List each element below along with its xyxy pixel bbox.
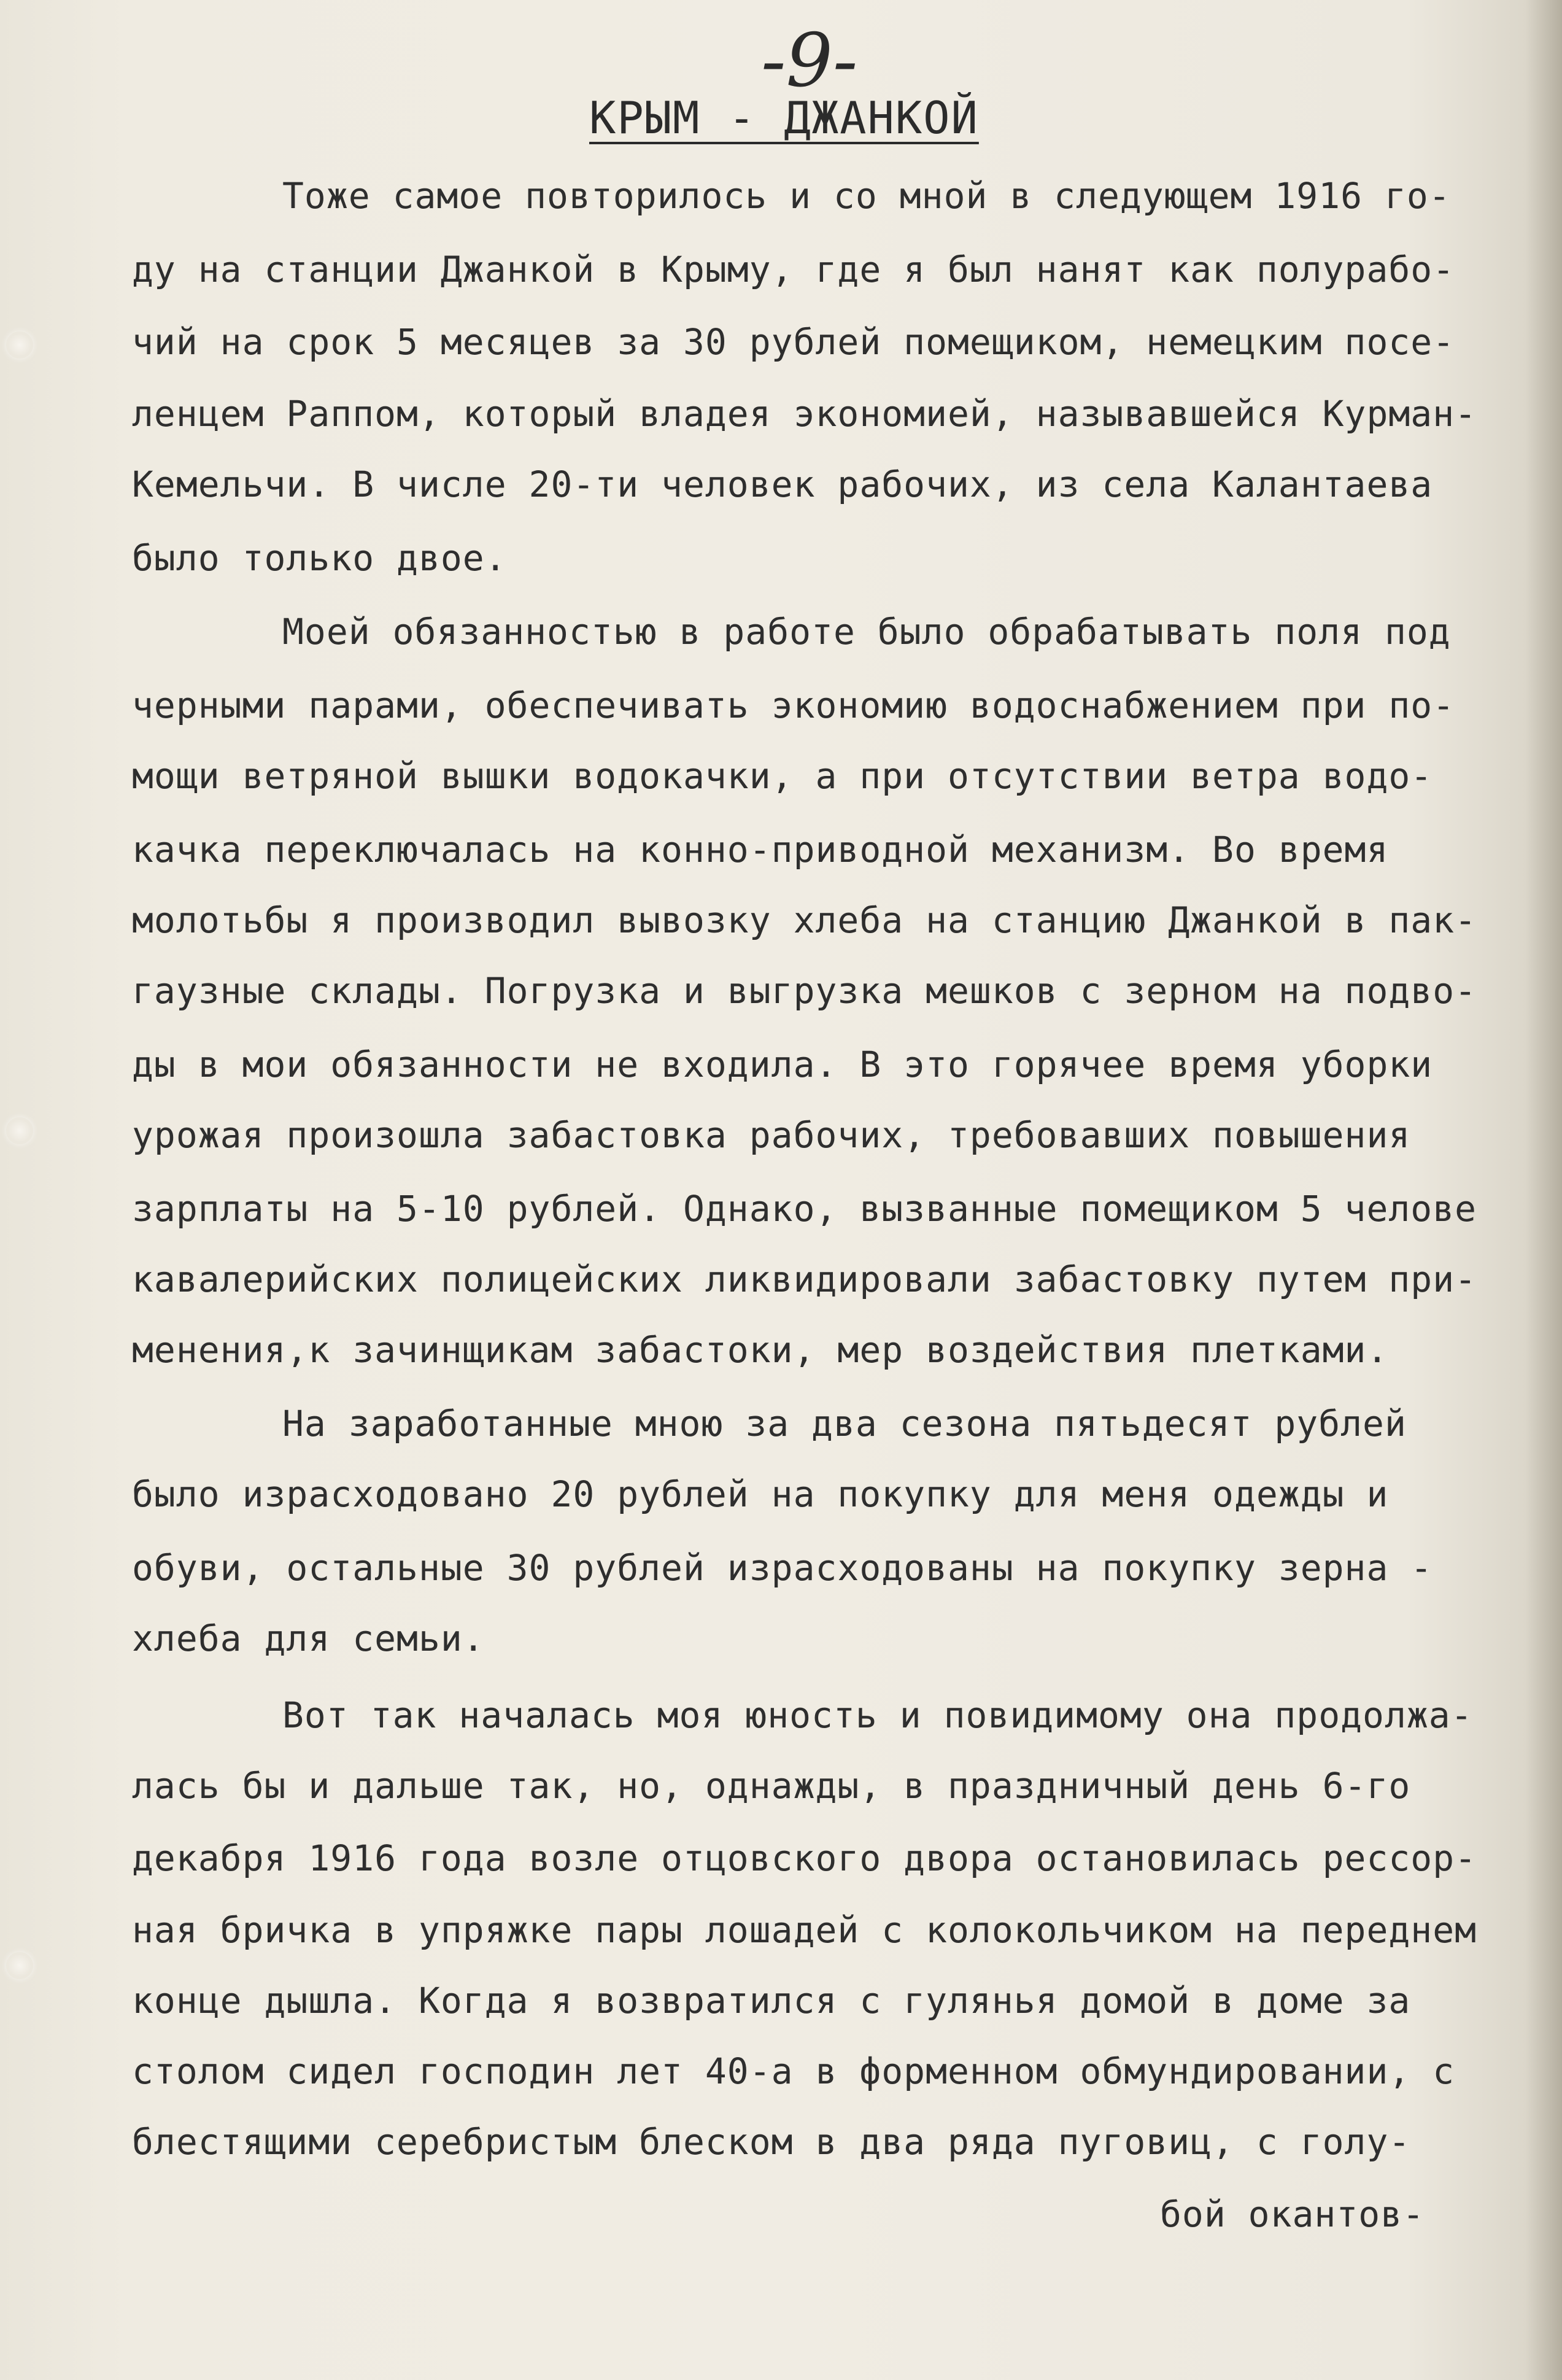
text-line: На заработанные мною за два сезона пятьдесят рублей: [282, 1403, 1407, 1444]
text-line: мощи ветряной вышки водокачки, а при отсутствии ветра водо-: [132, 755, 1433, 797]
text-line: обуви, остальные 30 рублей израсходованы на покупку зерна -: [132, 1547, 1433, 1589]
text-line: черными парами, обеспечивать экономию водоснабжением при по-: [132, 684, 1455, 726]
text-line: Вот так началась моя юность и повидимому она продолжа-: [282, 1694, 1473, 1736]
text-line: молотьбы я производил вывозку хлеба на станцию Джанкой в пак-: [132, 899, 1477, 941]
text-line: Моей обязанностью в работе было обрабатывать поля под: [282, 611, 1451, 653]
text-line: блестящими серебристым блеском в два ряда пуговиц, с голу-: [132, 2121, 1411, 2163]
text-line: конце дышла. Когда я возвратился с гулянья домой в доме за: [132, 1980, 1411, 2021]
page-number: -9-: [761, 18, 858, 104]
page-edge-shadow: [1525, 0, 1562, 2380]
text-line: урожая произошла забастовка рабочих, требовавших повышения: [132, 1114, 1411, 1156]
text-line: кавалерийских полицейских ликвидировали забастовку путем при-: [132, 1258, 1477, 1300]
document-title: КРЫМ - ДЖАНКОЙ: [589, 92, 979, 144]
text-line: ду на станции Джанкой в Крыму, где я был нанят как полурабо-: [132, 249, 1455, 290]
text-line: качка переключалась на конно-приводной механизм. Во время: [132, 829, 1389, 870]
text-line: хлеба для семьи.: [132, 1618, 485, 1659]
punch-hole-mark: [6, 331, 33, 359]
text-line: менения,к зачинщикам забастоки, мер воздействия плетками.: [132, 1329, 1389, 1371]
text-line: столом сидел господин лет 40-а в форменном обмундировании, с: [132, 2050, 1455, 2092]
punch-hole-mark: [6, 1952, 33, 1979]
text-line: Кемельчи. В числе 20-ти человек рабочих, из села Калантаева: [132, 463, 1433, 505]
text-line: гаузные склады. Погрузка и выгрузка мешков с зерном на подво-: [132, 970, 1477, 1012]
text-line: зарплаты на 5-10 рублей. Однако, вызванные помещиком 5 челове: [132, 1188, 1477, 1230]
text-line: ная бричка в упряжке пары лошадей с колокольчиком на переднем: [132, 1909, 1477, 1951]
text-line: Тоже самое повторилось и со мной в следующем 1916 го-: [282, 175, 1451, 217]
text-line: было только двое.: [132, 537, 507, 579]
text-line: лась бы и дальше так, но, однажды, в праздничный день 6-го: [132, 1765, 1411, 1807]
text-line: ды в мои обязанности не входила. В это горячее время уборки: [132, 1044, 1433, 1085]
text-line: декабря 1916 года возле отцовского двора остановилась рессор-: [132, 1837, 1477, 1879]
punch-hole-mark: [6, 1117, 33, 1144]
text-line: ленцем Раппом, который владея экономией, называвшейся Курман-: [132, 393, 1477, 435]
text-line: было израсходовано 20 рублей на покупку для меня одежды и: [132, 1473, 1389, 1515]
text-line: чий на срок 5 месяцев за 30 рублей помещиком, немецким посе-: [132, 321, 1455, 363]
text-line: бой окантов-: [1160, 2193, 1425, 2235]
